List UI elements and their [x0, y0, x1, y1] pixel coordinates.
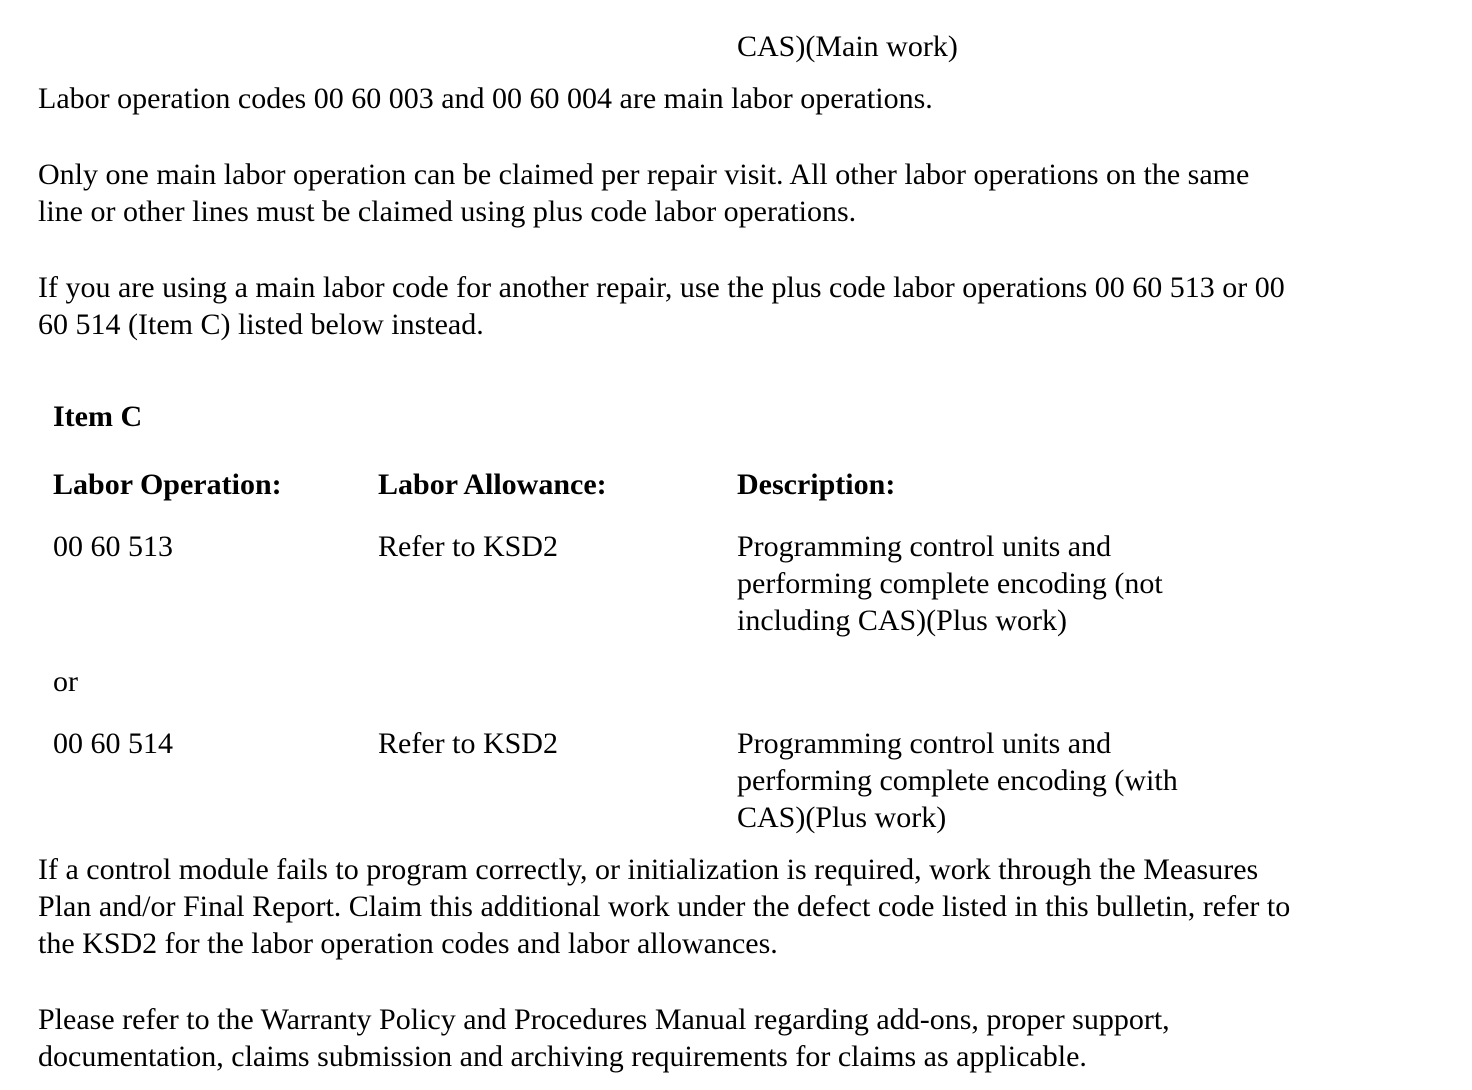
- header-description: Description:: [737, 468, 896, 501]
- header-labor-operation: Labor Operation:: [53, 468, 282, 501]
- paragraph-main-operations: [38, 80, 1448, 117]
- description-line: performing complete encoding (with: [737, 764, 1178, 797]
- paragraph-line: If a control module fails to program correctly, or initialization is required, work through the Measures: [38, 853, 1259, 886]
- header-labor-allowance: Labor Allowance:: [378, 468, 607, 501]
- description-line: Programming control units and: [737, 530, 1112, 563]
- paragraph-line: line or other lines must be claimed using plus code labor operations.: [38, 195, 857, 228]
- paragraph-line: 60 514 (Item C) listed below instead.: [38, 308, 484, 341]
- paragraph-plus-code-instead: [38, 269, 1448, 343]
- paragraph-line: Please refer to the Warranty Policy and Procedures Manual regarding add-ons, proper support,: [38, 1003, 1170, 1036]
- paragraph-one-main-operation: [38, 156, 1448, 230]
- paragraph-line: Labor operation codes 00 60 003 and 00 60 004 are main labor operations.: [38, 82, 933, 115]
- description-line: performing complete encoding (not: [737, 567, 1163, 600]
- row-1-labor-operation: 00 60 513: [53, 530, 173, 563]
- description-line: CAS)(Plus work): [737, 801, 947, 834]
- description-line: including CAS)(Plus work): [737, 604, 1067, 637]
- paragraph-line: Plan and/or Final Report. Claim this additional work under the defect code listed in this bulletin, refer to: [38, 890, 1291, 923]
- row-1-labor-allowance: Refer to KSD2: [378, 530, 558, 563]
- paragraph-control-module-fails: [38, 851, 1448, 962]
- row-2-labor-allowance: Refer to KSD2: [378, 727, 558, 760]
- row-2-labor-operation: 00 60 514: [53, 727, 173, 760]
- paragraph-warranty-manual: [38, 1001, 1448, 1075]
- paragraph-line: the KSD2 for the labor operation codes and labor allowances.: [38, 927, 778, 960]
- top-fragment: CAS)(Main work): [737, 30, 958, 63]
- row-2-description: [737, 725, 1178, 836]
- paragraph-line: Only one main labor operation can be claimed per repair visit. All other labor operations on the same: [38, 158, 1250, 191]
- paragraph-line: If you are using a main labor code for another repair, use the plus code labor operations 00 60 513 or 00: [38, 271, 1285, 304]
- paragraph-line: documentation, claims submission and archiving requirements for claims as applicable.: [38, 1040, 1087, 1073]
- item-c-heading: Item C: [53, 400, 143, 433]
- description-line: Programming control units and: [737, 727, 1112, 760]
- row-1-description: [737, 528, 1163, 639]
- or-label: or: [53, 665, 78, 698]
